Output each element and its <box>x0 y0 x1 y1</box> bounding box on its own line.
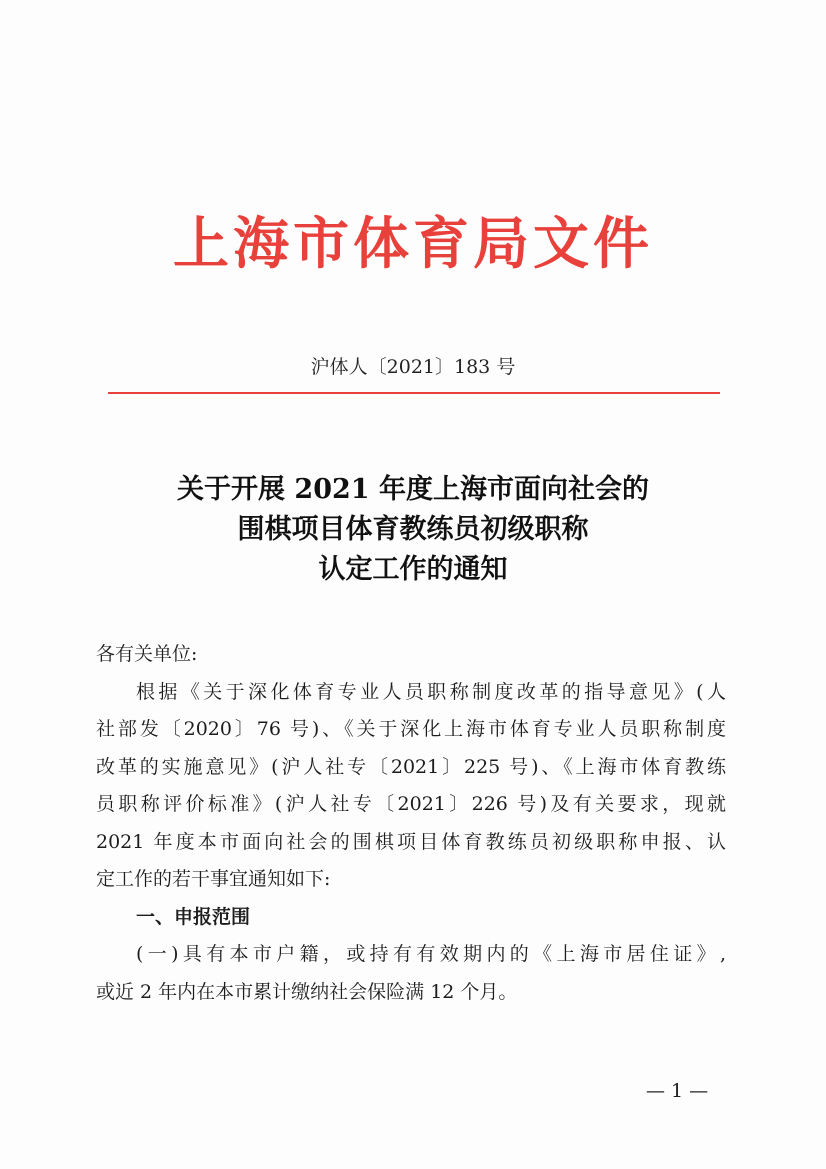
page-number: — 1 — <box>646 1080 709 1102</box>
paragraph-1-line-3: 改革的实施意见》(沪人社专〔2021〕225 号)、《上海市体育教练 <box>96 755 726 778</box>
title-line-1: 关于开展 2021 年度上海市面向社会的 <box>177 474 649 505</box>
item-1-line-2: 或近 2 年内在本市累计缴纳社会保险满 12 个月。 <box>96 980 518 1003</box>
paragraph-1-line-5: 2021 年度本市面向社会的围棋项目体育教练员初级职称申报、认 <box>96 830 726 853</box>
item-1 <box>96 936 726 1011</box>
title-line-3: 认定工作的通知 <box>318 554 508 585</box>
document-title <box>0 470 826 590</box>
paragraph-1-line-4: 员职称评价标准》(沪人社专〔2021〕226 号)及有关要求，现就 <box>96 793 726 815</box>
paragraph-1-line-1: 根据《关于深化体育专业人员职称制度改革的指导意见》(人 <box>136 680 726 703</box>
paragraph-1-line-2: 社部发〔2020〕76 号)、《关于深化上海市体育专业人员职称制度 <box>96 718 726 740</box>
masthead-title: 上海市体育局文件 <box>173 212 653 277</box>
title-line-2: 围棋项目体育教练员初级职称 <box>237 514 589 545</box>
red-divider-line <box>108 392 720 394</box>
paragraph-1 <box>96 674 726 899</box>
document-body <box>96 636 726 1011</box>
item-1-line-1: (一)具有本市户籍，或持有有效期内的《上海市居住证》, <box>136 943 726 965</box>
document-number: 沪体人〔2021〕183 号 <box>310 356 516 378</box>
section-1-heading: 一、申报范围 <box>136 905 251 928</box>
salutation: 各有关单位: <box>96 643 198 665</box>
paragraph-1-line-6: 定工作的若干事宜通知如下: <box>96 868 331 890</box>
